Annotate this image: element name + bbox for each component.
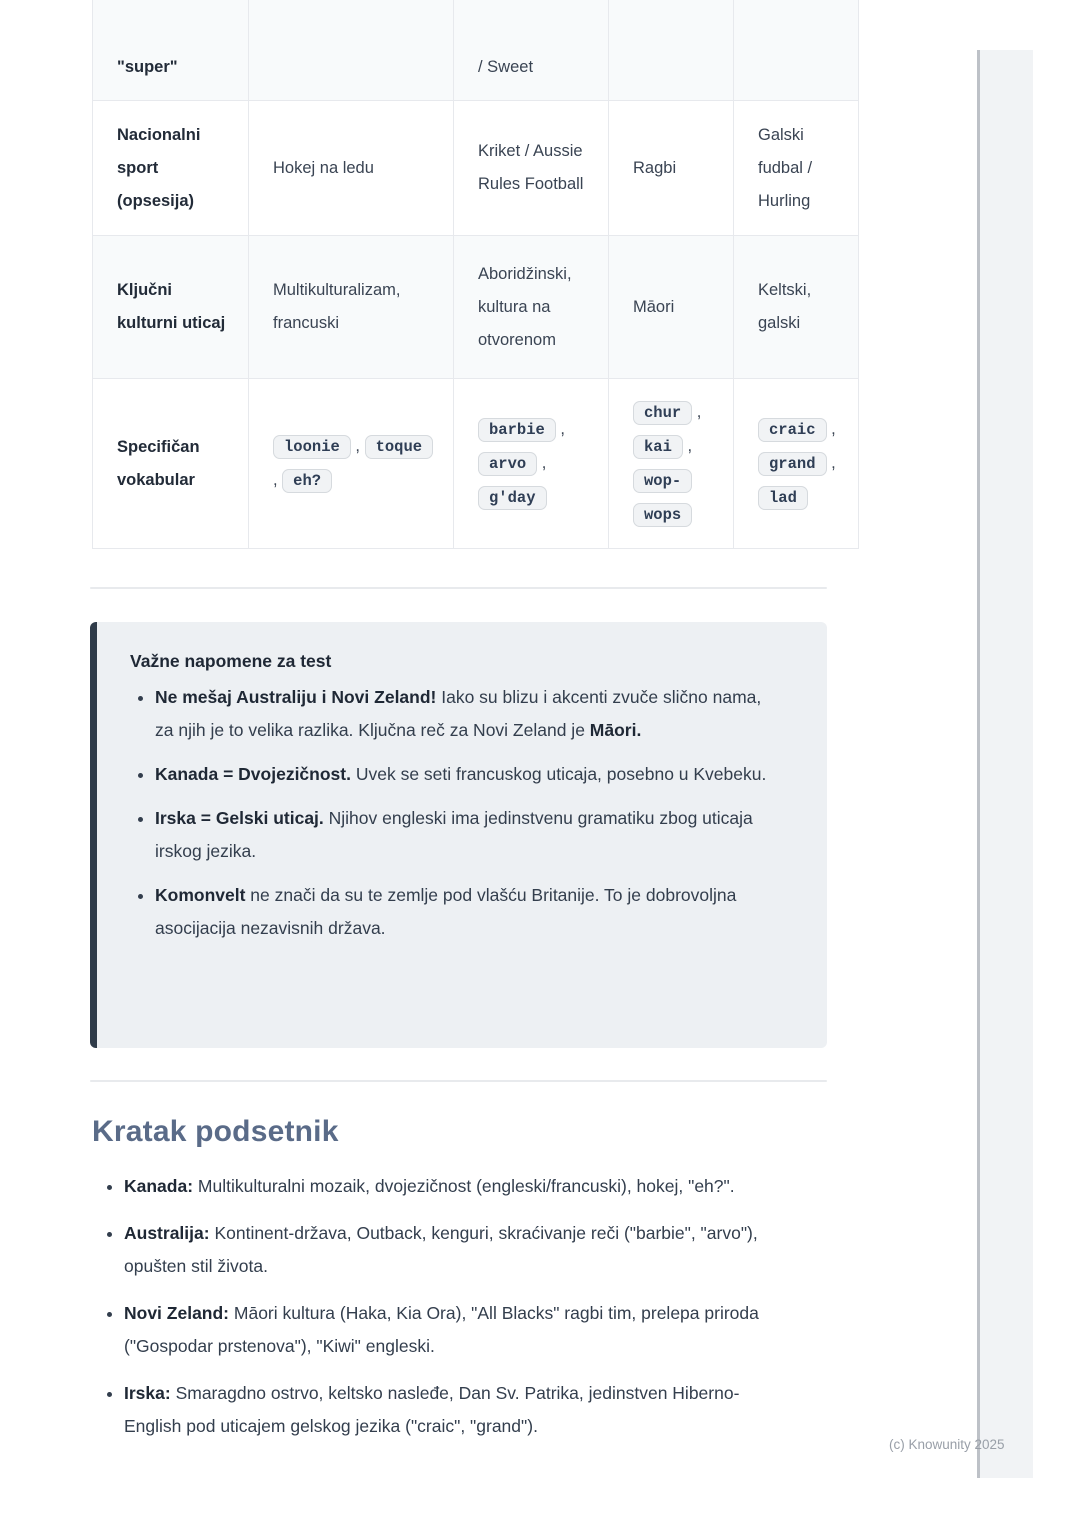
list-item [124, 1170, 774, 1203]
row-label: Specifičan vokabular [93, 379, 249, 549]
list-item [155, 802, 781, 868]
table-cell [734, 0, 859, 101]
list-item-bold-text: Kanada: [124, 1176, 194, 1196]
table-cell: / Sweet [454, 0, 609, 101]
vocab-cell-new-zealand: chur , kai , wop-wops [609, 379, 734, 549]
list-item-text: Kontinent-država, Outback, kenguri, skraćivanje reči ("barbie", "arvo"), opušten stil života. [124, 1223, 758, 1276]
table-cell: Galski fudbal / Hurling [734, 101, 859, 236]
list-item [124, 1377, 774, 1443]
list-item-text: Māori kultura (Haka, Kia Ora), "All Blacks" ragbi tim, prelepa priroda ("Gospodar prstenova"), "Kiwi" engleski. [124, 1303, 759, 1356]
vocab-chip: chur [633, 401, 692, 425]
list-item-text: Iako su blizu i akcenti zvuče slično nama, za njih je to velika razlika. Ključna reč za Novi Zeland je [155, 687, 762, 740]
list-item-bold-text: Irska = Gelski uticaj. [155, 808, 324, 828]
table-row-cultural-influence [93, 236, 859, 379]
table-cell: Keltski, galski [734, 236, 859, 379]
note-box [90, 622, 827, 1048]
list-item-bold-text: Komonvelt [155, 885, 246, 905]
row-label: Ključni kulturni uticaj [93, 236, 249, 379]
table-cell [249, 0, 454, 101]
vocab-chip: grand [758, 452, 827, 476]
list-item-text: Multikulturalni mozaik, dvojezičnost (engleski/francuski), hokej, "eh?". [193, 1176, 735, 1196]
vocab-chip: wop-wops [633, 469, 692, 527]
list-item [124, 1297, 774, 1363]
table-row-national-sport [93, 101, 859, 236]
country-comparison-table-wrap [92, 0, 858, 549]
table-cell: Hokej na ledu [249, 101, 454, 236]
list-item [155, 879, 781, 945]
table-cell: Māori [609, 236, 734, 379]
list-item-text: ne znači da su te zemlje pod vlašću Britanije. To je dobrovoljna asocijacija nezavisnih država. [155, 885, 737, 938]
list-item-bold-text: Australija: [124, 1223, 210, 1243]
row-label: Nacionalni sport (opsesija) [93, 101, 249, 236]
vocab-cell-australia: barbie , arvo , g'day [454, 379, 609, 549]
country-comparison-table [92, 0, 859, 549]
summary-list [92, 1170, 774, 1457]
table-cell: Ragbi [609, 101, 734, 236]
section-divider [90, 587, 827, 589]
vocab-chip: g'day [478, 486, 547, 510]
table-cell: Aboridžinski, kultura na otvorenom [454, 236, 609, 379]
list-item-bold-text: Irska: [124, 1383, 171, 1403]
list-item-text: Njihov engleski ima jedinstvenu gramatiku zbog uticaja irskog jezika. [155, 808, 753, 861]
table-row-super [93, 0, 859, 101]
row-label: "super" [93, 0, 249, 101]
vocab-chip: kai [633, 435, 683, 459]
summary-heading: Kratak podsetnik [92, 1115, 339, 1148]
scrollbar-track[interactable] [977, 50, 1033, 1478]
vocab-chip: craic [758, 418, 827, 442]
list-item [155, 681, 781, 747]
list-item-bold-text: Māori. [589, 720, 642, 740]
vocab-chip: toque [365, 435, 434, 459]
list-item [155, 758, 781, 791]
list-item-bold-text: Kanada = Dvojezičnost. [155, 764, 351, 784]
table-cell: Kriket / Aussie Rules Football [454, 101, 609, 236]
vocab-chip: eh? [282, 469, 332, 493]
vocab-chip: lad [758, 486, 808, 510]
list-item-text: Smaragdno ostrvo, keltsko nasleđe, Dan Sv. Patrika, jedinstven Hiberno-English pod uticajem gelskog jezika ("craic", "grand"). [124, 1383, 740, 1436]
vocab-cell-canada: loonie , toque , eh? [249, 379, 454, 549]
watermark: (c) Knowunity 2025 [889, 1437, 1005, 1452]
table-row-vocabulary [93, 379, 859, 549]
note-box-title: Važne napomene za test [130, 651, 332, 671]
vocab-cell-ireland: craic , grand , lad [734, 379, 859, 549]
list-item-text: Uvek se seti francuskog uticaja, posebno u Kvebeku. [350, 764, 767, 784]
vocab-chip: barbie [478, 418, 556, 442]
list-item-bold-text: Novi Zeland: [124, 1303, 230, 1323]
table-cell: Multikulturalizam, francuski [249, 236, 454, 379]
note-list [130, 681, 781, 945]
list-item [124, 1217, 774, 1283]
section-divider [90, 1080, 827, 1082]
list-item-bold-text: Ne mešaj Australiju i Novi Zeland! [155, 687, 437, 707]
table-cell [609, 0, 734, 101]
vocab-chip: loonie [273, 435, 351, 459]
vocab-chip: arvo [478, 452, 537, 476]
